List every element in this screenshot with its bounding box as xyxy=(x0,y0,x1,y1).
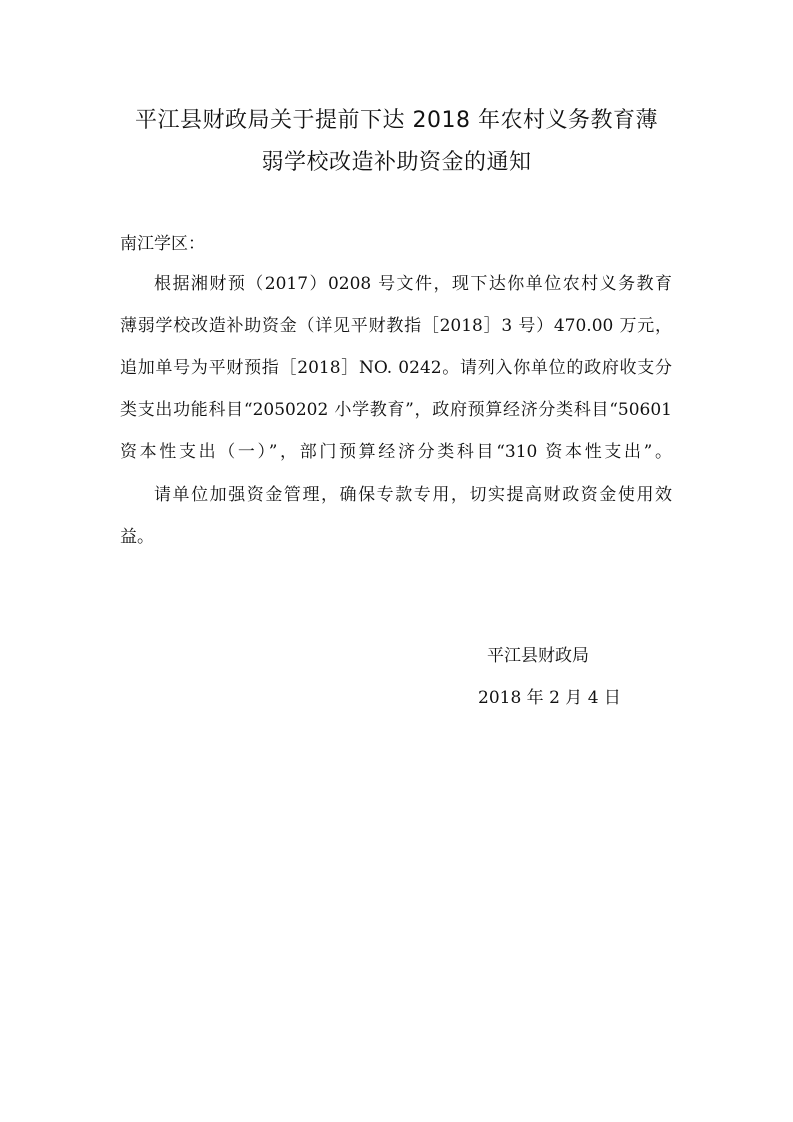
body-line-1: 根据湘财预（2017）0208 号文件，现下达你单位农村义务教育 xyxy=(154,274,672,294)
document-title-line-2: 弱学校改造补助资金的通知 xyxy=(261,150,532,175)
signature-organization: 平江县财政局 xyxy=(487,646,589,666)
body-line-7: 益。 xyxy=(120,527,154,547)
body-line-5: 资本性支出（一）”，部门预算经济分类科目“310 资本性支出”。 xyxy=(120,442,672,462)
addressee: 南江学区： xyxy=(120,234,205,254)
body-line-3: 追加单号为平财预指［2018］NO. 0242。请列入你单位的政府收支分 xyxy=(120,358,672,378)
body-line-4: 类支出功能科目“2050202 小学教育”，政府预算经济分类科目“50601 xyxy=(120,400,672,420)
body-line-6: 请单位加强资金管理，确保专款专用，切实提高财政资金使用效 xyxy=(154,485,672,505)
body-line-2: 薄弱学校改造补助资金（详见平财教指［2018］3 号）470.00 万元， xyxy=(120,316,672,336)
document-title-line-1: 平江县财政局关于提前下达 2018 年农村义务教育薄 xyxy=(135,108,658,133)
signature-date: 2018 年 2 月 4 日 xyxy=(478,688,621,708)
